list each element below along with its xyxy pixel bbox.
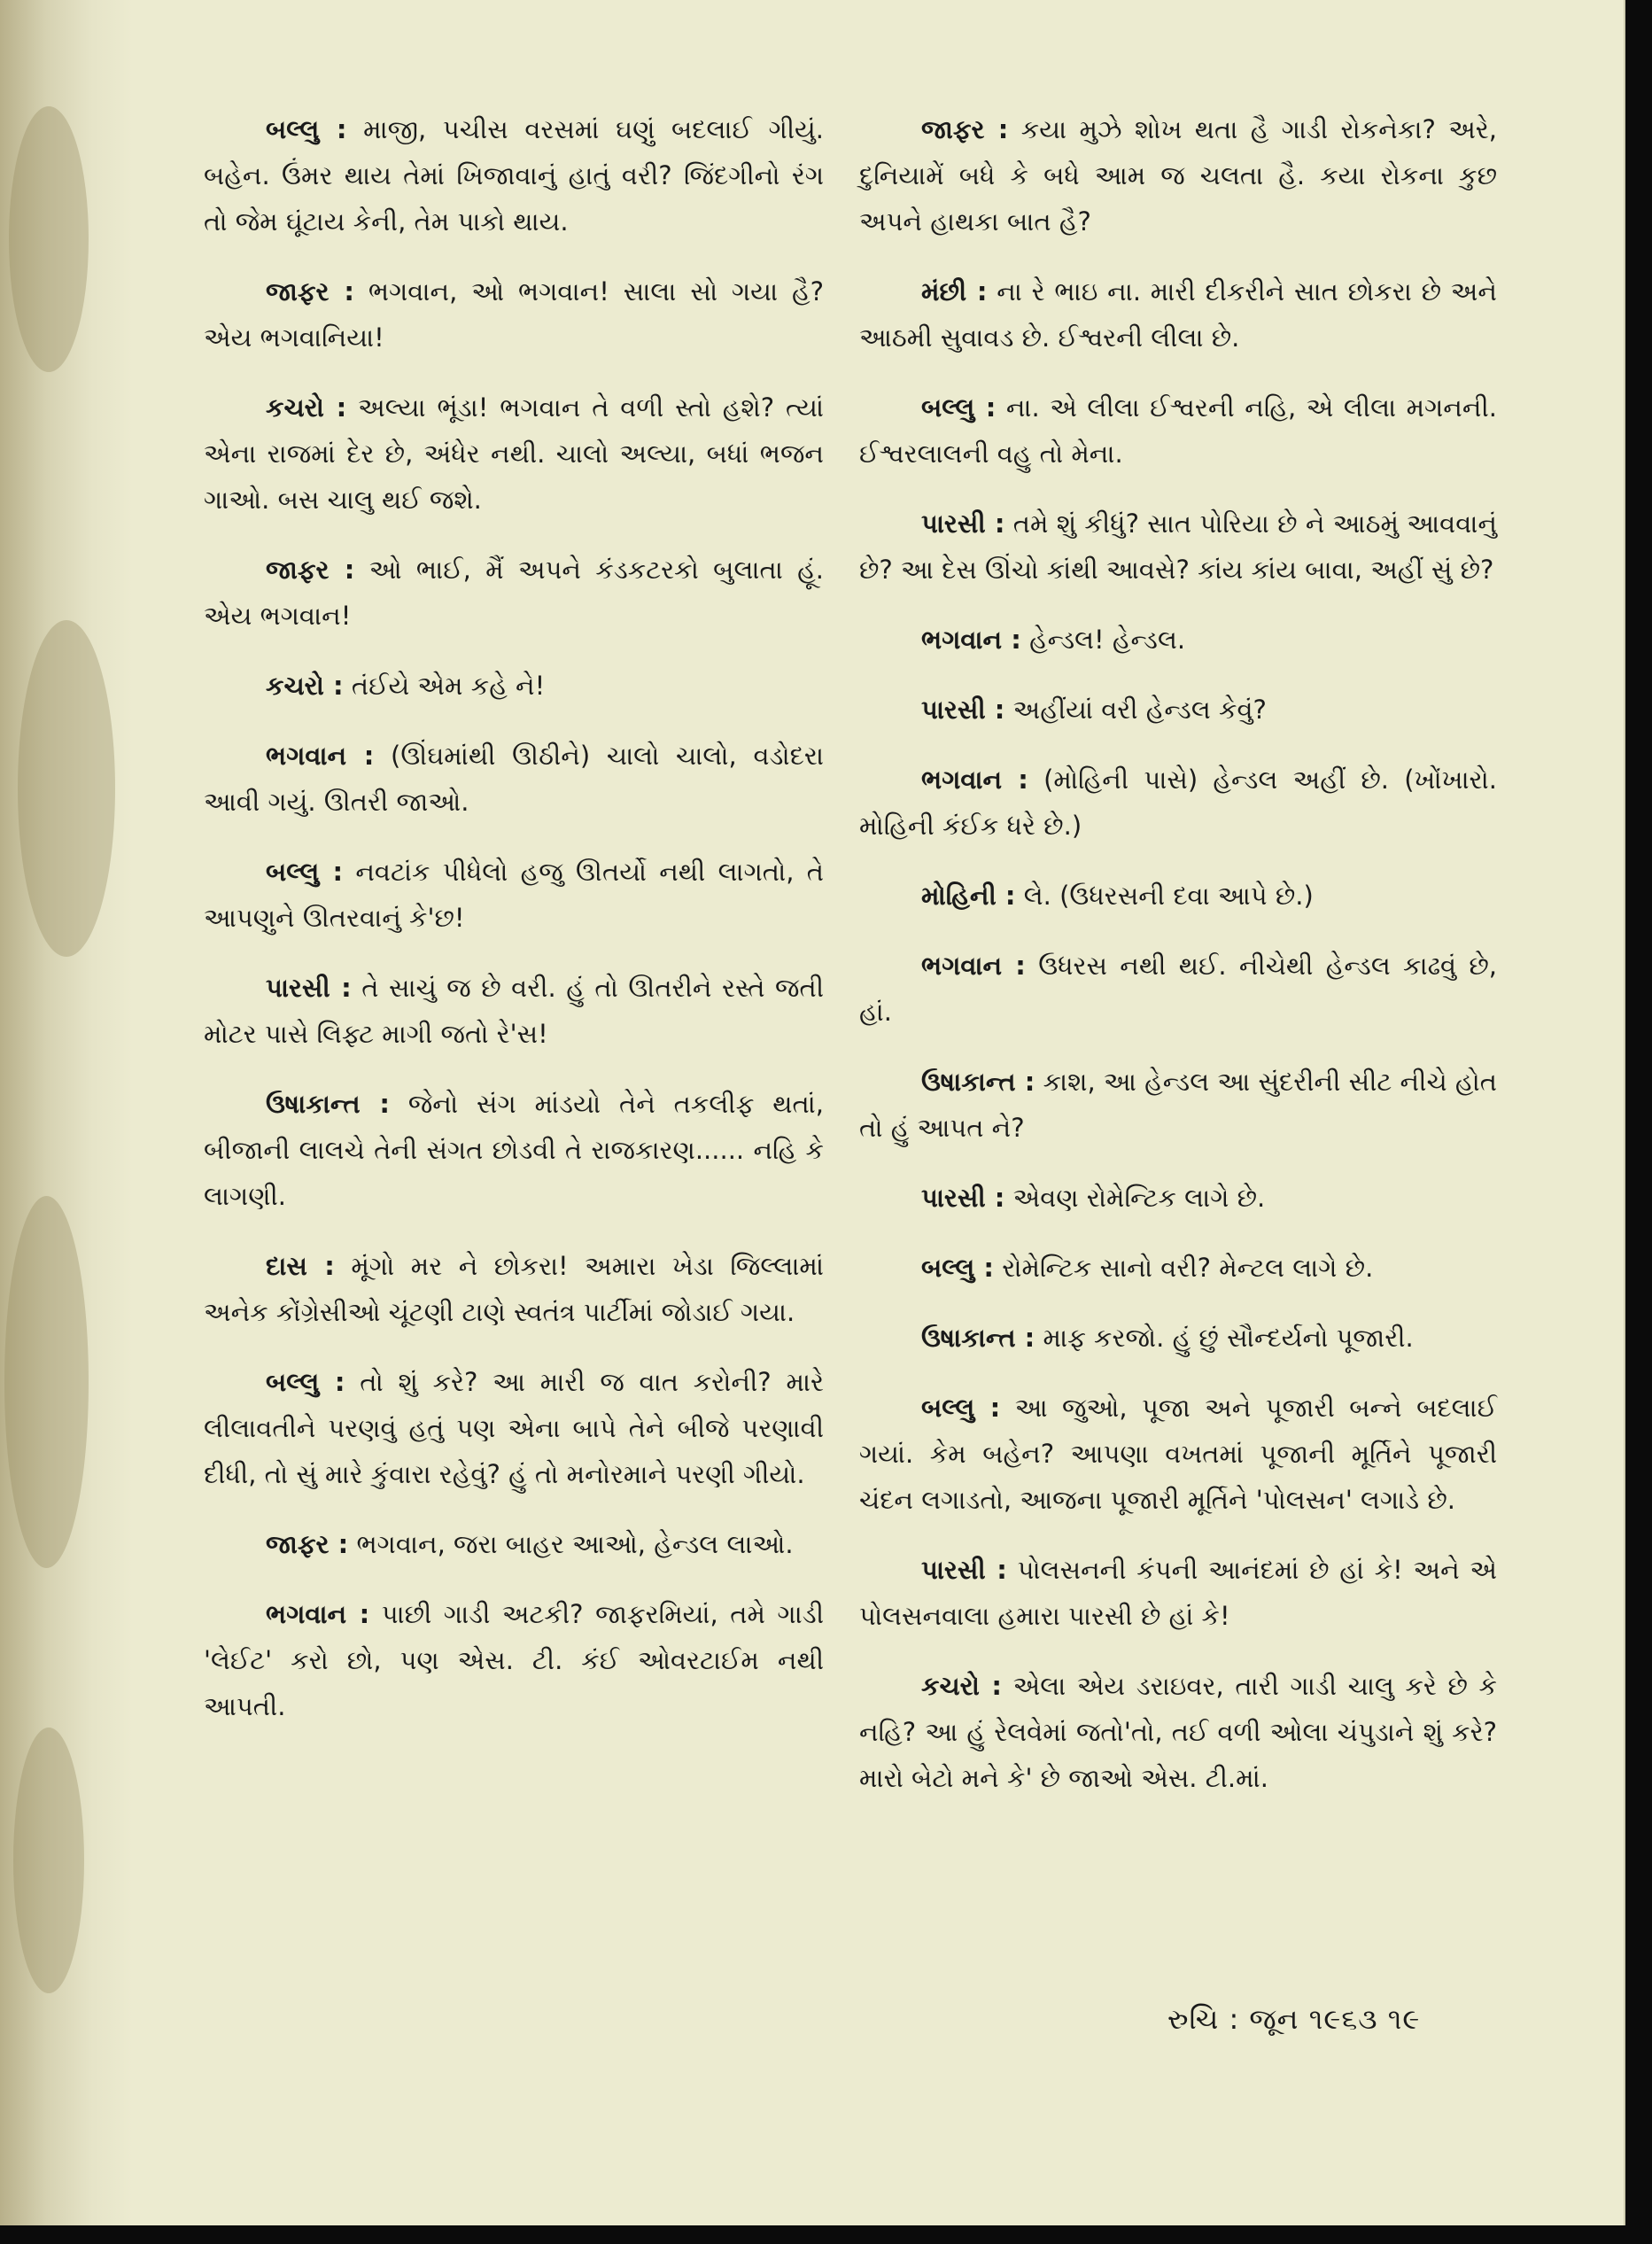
dialogue-text: આ જુઓ, પૂજા અને પૂજારી બન્ને બદલાઈ ગયાં. કેમ બહેન? આપણા વખતમાં પૂજાની મૂર્તિને પૂજારી ચંદન લગાડતો, આજના પૂજારી મૂર્તિને 'પોલસન' લગાડે છે.	[859, 1393, 1497, 1515]
dialogue-paragraph	[859, 1245, 1497, 1291]
dialogue-text: ના રે ભાઇ ના. મારી દીકરીને સાત છોકરા છે અને આઠમી સુવાવડ છે. ઈશ્વરની લીલા છે.	[859, 276, 1497, 353]
dialogue-text: હેન્ડલ! હેન્ડલ.	[1029, 625, 1186, 655]
right-column	[859, 106, 1497, 1825]
speaker-name: પારસી :	[266, 973, 352, 1003]
speaker-name: ભગવાન :	[921, 625, 1021, 655]
speaker-name: જાફર :	[266, 555, 355, 585]
dialogue-paragraph	[204, 547, 824, 639]
dialogue-text: ભગવાન, જરા બાહર આઓ, હેન્ડલ લાઓ.	[356, 1529, 794, 1559]
dialogue-paragraph	[204, 1359, 824, 1497]
speaker-name: પારસી :	[921, 1555, 1007, 1585]
speaker-name: કચરો :	[921, 1671, 1002, 1701]
dialogue-text: પાછી ગાડી અટકી? જાફરમિયાં, તમે ગાડી 'લેઈટ' કરો છો, પણ એસ. ટી. કંઈ ઓવરટાઈમ નથી આપતી.	[204, 1599, 825, 1721]
dialogue-paragraph	[859, 1663, 1497, 1801]
water-stain	[18, 620, 115, 957]
dialogue-text: તંઈયે એમ કહે ને!	[351, 671, 546, 701]
dialogue-paragraph	[859, 873, 1497, 919]
dialogue-text: તમે શું કીધું? સાત પોરિયા છે ને આઠમું આવવાનું છે? આ દેસ ઊંચો કાંથી આવસે? કાંય કાંય બાવા, અહીં સું છે?	[859, 509, 1497, 585]
dialogue-text: ના. એ લીલા ઈશ્વરની નહિ, એ લીલા મગનની. ઈશ્વરલાલની વહુ તો મેના.	[859, 392, 1498, 469]
speaker-name: દાસ :	[266, 1251, 335, 1281]
speaker-name: કચરો :	[266, 392, 347, 423]
speaker-name: ઉષાકાન્ત :	[921, 1067, 1035, 1097]
speaker-name: પારસી :	[921, 695, 1005, 725]
dialogue-paragraph	[204, 733, 824, 825]
dialogue-paragraph	[204, 268, 824, 361]
speaker-name: જાફર :	[266, 1529, 349, 1559]
dialogue-text: લે. (ઉધરસની દવા આપે છે.)	[1023, 881, 1314, 911]
dialogue-text: અહીંયાં વરી હેન્ડલ કેવું?	[1012, 695, 1267, 725]
dialogue-paragraph	[859, 384, 1497, 477]
speaker-name: ભગવાન :	[266, 1599, 370, 1629]
dialogue-paragraph	[204, 1521, 824, 1567]
speaker-name: મોહિની :	[921, 881, 1016, 911]
dialogue-paragraph	[859, 1315, 1497, 1361]
dialogue-paragraph	[859, 501, 1497, 593]
dialogue-paragraph	[204, 849, 824, 941]
page-footer: રુચિ : જૂન ૧૯૬૩ ૧૯	[1167, 2002, 1421, 2036]
dialogue-text: કાશ, આ હેન્ડલ આ સુંદરીની સીટ નીચે હોત તો હું આપત ને?	[859, 1067, 1498, 1143]
dialogue-text: ઓ ભાઈ, મૈં અપને કંડકટરકો બુલાતા હૂં. એય ભગવાન!	[204, 555, 824, 631]
speaker-name: ઉષાકાન્ત :	[921, 1323, 1035, 1353]
speaker-name: બલ્લુ :	[266, 1367, 345, 1397]
dialogue-text: ઉધરસ નથી થઈ. નીચેથી હેન્ડલ કાઢવું છે, હાં.	[859, 951, 1497, 1027]
speaker-name: ઉષાકાન્ત :	[266, 1089, 390, 1119]
dialogue-text: એવણ રોમેન્ટિક લાગે છે.	[1012, 1183, 1266, 1213]
dialogue-paragraph	[859, 1175, 1497, 1221]
speaker-name: બલ્લુ :	[921, 1253, 994, 1283]
dialogue-paragraph	[859, 1385, 1497, 1523]
speaker-name: પારસી :	[921, 1183, 1005, 1213]
water-stain	[4, 1196, 89, 1568]
speaker-name: પારસી :	[921, 509, 1005, 539]
speaker-name: જાફર :	[921, 114, 1009, 144]
dialogue-text: એલા એય ડરાઇવર, તારી ગાડી ચાલુ કરે છે કે નહિ? આ હું રેલવેમાં જતો'તો, તઈ વળી ઓલા ચંપુડાને શું કરે? મારો બેટો મને કે' છે જાઓ એસ. ટી.માં.	[859, 1671, 1498, 1793]
dialogue-paragraph	[859, 268, 1497, 361]
dialogue-text: માફ કરજો. હું છું સૌન્દર્યનો પૂજારી.	[1043, 1323, 1414, 1353]
dialogue-paragraph	[859, 757, 1497, 849]
water-stain	[9, 106, 89, 372]
dialogue-paragraph	[859, 1059, 1497, 1151]
dialogue-paragraph	[204, 106, 824, 245]
dialogue-text: નવટાંક પીધેલો હજુ ઊતર્યો નથી લાગતો, તે આપણુને ઊતરવાનું કે'છ!	[204, 857, 825, 933]
speaker-name: બલ્લુ :	[266, 857, 344, 887]
dialogue-text: જેનો સંગ માંડયો તેને તકલીફ થતાં, બીજાની લાલચે તેની સંગત છોડવી તે રાજકારણ...... નહિ કે લાગણી.	[204, 1089, 824, 1211]
dialogue-text: (મોહિની પાસે) હેન્ડલ અહીં છે. (ખોંખારો. મોહિની કંઈક ધરે છે.)	[859, 765, 1498, 841]
dialogue-text: રોમેન્ટિક સાનો વરી? મેન્ટલ લાગે છે.	[1002, 1253, 1374, 1283]
dialogue-paragraph	[859, 687, 1497, 733]
dialogue-text: તો શું કરે? આ મારી જ વાત કરોની? મારે લીલાવતીને પરણવું હતું પણ એના બાપે તેને બીજે પરણાવી દીધી, તો સું મારે કુંવારા રહેવું? હું તો મનોરમાને પરણી ગીયો.	[204, 1367, 825, 1489]
speaker-name: કચરો :	[266, 671, 344, 701]
dialogue-paragraph	[204, 663, 824, 709]
dialogue-text: કયા મુઝે શોખ થતા હૈ ગાડી રોકનેકા? અરે, દુનિયામેં બધે કે બધે આમ જ ચલતા હૈ. કયા રોકના કુછ અપને હાથકા બાત હૈ?	[859, 114, 1498, 237]
dialogue-text: અલ્યા ભૂંડા! ભગવાન તે વળી સ્તો હશે? ત્યાં એના રાજમાં દેર છે, અંધેર નથી. ચાલો અલ્યા, બધાં ભજન ગાઓ. બસ ચાલુ થઈ જશે.	[204, 392, 824, 515]
dialogue-text: ભગવાન, ઓ ભગવાન! સાલા સો ગયા હૈ? એય ભગવાનિયા!	[204, 276, 824, 353]
dialogue-paragraph	[859, 1547, 1497, 1639]
speaker-name: ભગવાન :	[921, 765, 1028, 795]
speaker-name: ભગવાન :	[921, 951, 1026, 981]
dialogue-paragraph	[859, 943, 1497, 1035]
speaker-name: મંછી :	[921, 276, 988, 307]
dialogue-text: મૂંગો મર ને છોકરા! અમારા ખેડા જિલ્લામાં અનેક કોંગ્રેસીઓ ચૂંટણી ટાણે સ્વતંત્ર પાર્ટીમાં જોડાઈ ગયા.	[204, 1251, 825, 1327]
dialogue-paragraph	[204, 965, 824, 1057]
left-column	[204, 106, 824, 1753]
water-stain	[13, 1728, 84, 1993]
speaker-name: બલ્લુ :	[921, 392, 997, 423]
dialogue-paragraph	[204, 1591, 824, 1729]
dialogue-paragraph	[859, 617, 1497, 663]
speaker-name: બલ્લુ :	[921, 1393, 1001, 1423]
speaker-name: જાફર :	[266, 276, 354, 307]
speaker-name: બલ્લુ :	[266, 114, 347, 144]
dialogue-paragraph	[204, 1243, 824, 1335]
speaker-name: ભગવાન :	[266, 741, 375, 771]
dialogue-text: (ઊંઘમાંથી ઊઠીને) ચાલો ચાલો, વડોદરા આવી ગયું. ઊતરી જાઓ.	[204, 741, 824, 817]
dialogue-text: તે સાચું જ છે વરી. હું તો ઊતરીને રસ્તે જતી મોટર પાસે લિફ્ટ માગી જતો રે'સ!	[204, 973, 824, 1049]
dialogue-paragraph	[204, 384, 824, 523]
dialogue-paragraph	[204, 1081, 824, 1219]
dialogue-text: માજી, પચીસ વરસમાં ઘણું બદલાઈ ગીયું. બહેન. ઉંમર થાય તેમાં ખિજાવાનું હાતું વરી? જિંદગીનો રંગ તો જેમ ઘૂંટાય કેની, તેમ પાકો થાય.	[204, 114, 825, 237]
dialogue-paragraph	[859, 106, 1497, 245]
dialogue-text: પોલસનની કંપની આનંદમાં છે હાં કે! અને એ પોલસનવાલા હમારા પારસી છે હાં કે!	[859, 1555, 1498, 1631]
